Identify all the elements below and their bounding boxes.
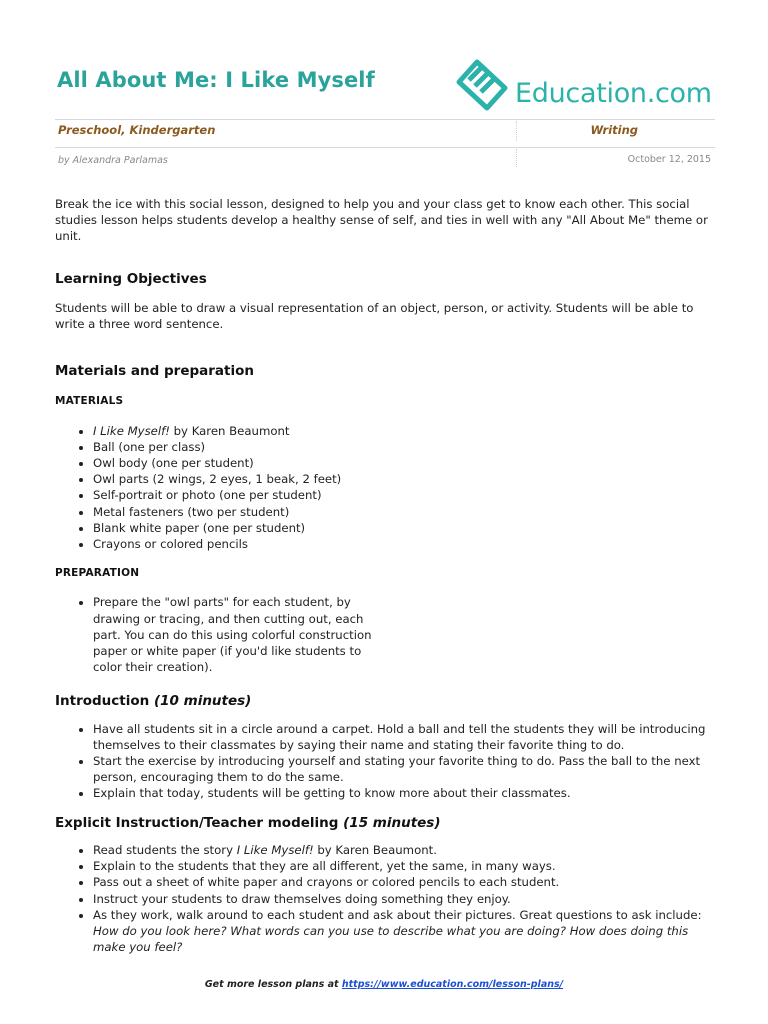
- list-item: • Pass out a sheet of white paper and crayons or colored pencils to each student.: [93, 874, 715, 890]
- materials-list: [55, 423, 715, 553]
- list-item: • Instruct your students to draw themselves doing something they enjoy.: [93, 891, 715, 907]
- item-text: As they work, walk around to each student and ask about their pictures. Great questions to ask include:: [93, 907, 702, 922]
- book-title: I Like Myself!: [93, 423, 170, 438]
- introduction-time: (10 minutes): [153, 693, 252, 710]
- list-item: • Prepare the "owl parts" for each student, by drawing or tracing, and then cutting out, each part. You can do this using colorful construction paper or white paper (if you'd like students to color their creation).: [93, 594, 385, 675]
- pencil-logo-icon: [455, 56, 515, 112]
- intro-paragraph: Break the ice with this social lesson, designed to help you and your class get to know each other. This social studies lesson helps students develop a healthy sense of self, and ties in well with any "All About Me" theme or unit.: [55, 197, 708, 244]
- divider: [55, 147, 715, 148]
- education-com-logo[interactable]: [455, 56, 715, 116]
- lesson-body: [55, 196, 715, 955]
- lesson-title: All About Me: I Like Myself: [57, 68, 375, 92]
- explicit-time: (15 minutes): [343, 814, 441, 831]
- introduction-list: [55, 721, 715, 802]
- list-item: • Owl body (one per student): [93, 455, 715, 471]
- objectives-heading: Learning Objectives: [55, 270, 207, 287]
- materials-prep-heading: Materials and preparation: [55, 363, 254, 380]
- author-byline: by Alexandra Parlamas: [58, 155, 168, 166]
- book-author: by Karen Beaumont: [169, 423, 290, 438]
- logo-text: Education.com: [515, 78, 712, 109]
- list-item: • Explain to the students that they are all different, yet the same, in many ways.: [93, 858, 715, 874]
- list-item: • Owl parts (2 wings, 2 eyes, 1 beak, 2 feet): [93, 471, 715, 487]
- materials-subheading: MATERIALS: [55, 395, 124, 408]
- list-item: [93, 842, 715, 858]
- list-item: • Self-portrait or photo (one per student): [93, 487, 715, 503]
- sample-questions: How do you look here? What words can you use to describe what you are doing? How does doing this make you feel?: [93, 923, 689, 955]
- list-item: [93, 907, 715, 956]
- list-item: • Have all students sit in a circle around a carpet. Hold a ball and tell the students they will be introducing themselves to their classmates by saying their name and stating their favorite thing to do.: [93, 721, 715, 753]
- list-item: • Metal fasteners (two per student): [93, 504, 715, 520]
- preparation-subheading: PREPARATION: [55, 567, 140, 580]
- list-item: [93, 423, 715, 439]
- preparation-list: [55, 594, 385, 675]
- list-item: • Start the exercise by introducing yourself and stating your favorite thing to do. Pass the ball to the next person, encouraging them to do the same.: [93, 753, 715, 785]
- divider: [516, 121, 517, 141]
- item-text: Read students the story: [93, 842, 237, 857]
- list-item: • Crayons or colored pencils: [93, 536, 715, 552]
- divider: [516, 149, 517, 167]
- explicit-instruction-heading: [55, 815, 715, 831]
- explicit-instruction-list: [55, 842, 715, 955]
- list-item: • Explain that today, students will be getting to know more about their classmates.: [93, 785, 715, 801]
- introduction-heading: [55, 693, 715, 709]
- item-text: by Karen Beaumont.: [313, 842, 437, 857]
- footer-text: Get more lesson plans at: [204, 979, 342, 990]
- grade-level: Preschool, Kindergarten: [58, 123, 216, 137]
- subject-label: Writing: [590, 123, 638, 137]
- list-item: • Ball (one per class): [93, 439, 715, 455]
- book-title: I Like Myself!: [236, 842, 314, 857]
- introduction-heading-text: Introduction: [55, 693, 150, 710]
- publish-date: October 12, 2015: [627, 154, 711, 165]
- objectives-text: Students will be able to draw a visual representation of an object, person, or activity. Students will be able to write a three word sentence.: [55, 300, 694, 332]
- footer: [0, 979, 768, 990]
- list-item: • Blank white paper (one per student): [93, 520, 715, 536]
- lesson-plans-link[interactable]: https://www.education.com/lesson-plans/: [341, 979, 564, 990]
- explicit-heading-text: Explicit Instruction/Teacher modeling: [55, 814, 339, 831]
- divider: [55, 119, 715, 120]
